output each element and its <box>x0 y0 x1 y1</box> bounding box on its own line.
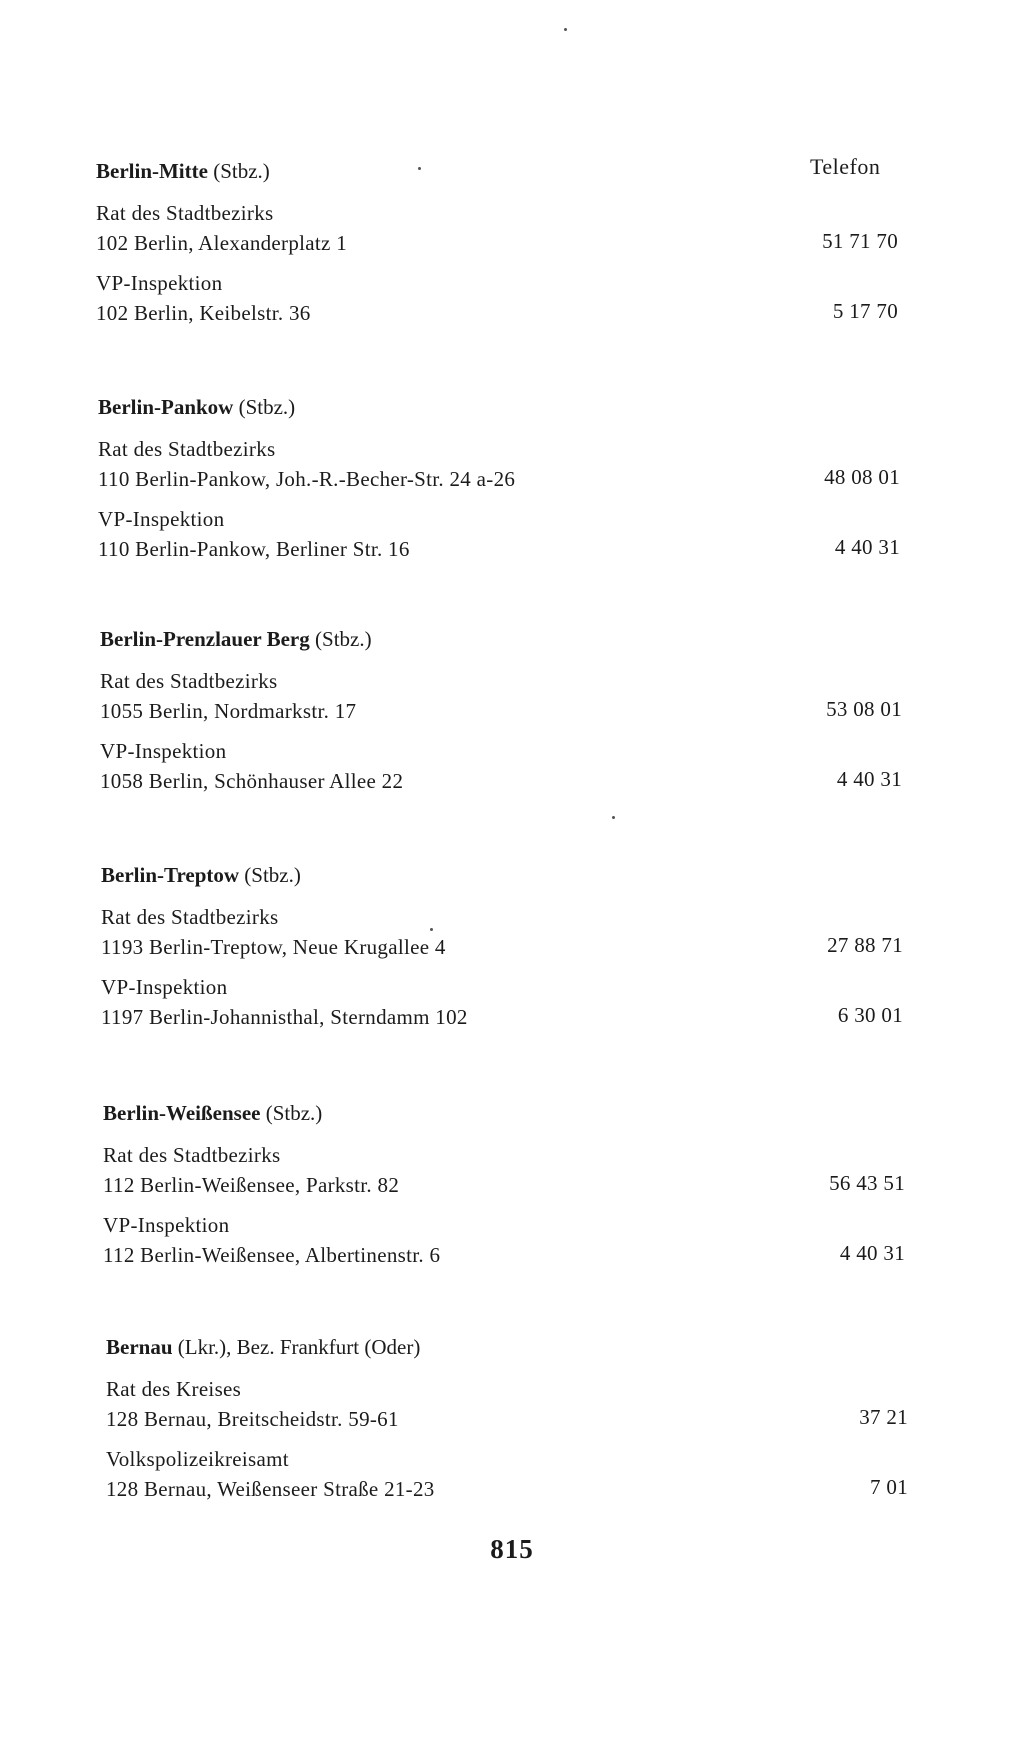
office-phone: 4 40 31 <box>834 535 900 559</box>
district-section <box>103 1098 905 1270</box>
district-heading <box>103 1098 905 1128</box>
directory-entry <box>106 1374 908 1434</box>
office-address: 110 Berlin-Pankow, Berliner Str. 16 <box>98 537 410 561</box>
office-name: VP-Inspektion <box>101 975 228 999</box>
district-type: (Stbz.) <box>207 159 270 183</box>
directory-entry <box>103 1140 905 1200</box>
directory-entry <box>98 434 900 494</box>
office-address: 128 Bernau, Breitscheidstr. 59-61 <box>106 1407 399 1431</box>
directory-entry <box>101 902 903 962</box>
page-number: 815 <box>490 1534 534 1564</box>
district-name: Berlin-Weißensee <box>103 1101 261 1125</box>
district-type: (Stbz.) <box>233 395 296 419</box>
directory-entry <box>101 972 903 1032</box>
district-name: Berlin-Prenzlauer Berg <box>100 627 310 651</box>
directory-entry <box>103 1210 905 1270</box>
office-address: 112 Berlin-Weißensee, Parkstr. 82 <box>103 1173 400 1197</box>
district-section <box>100 624 902 796</box>
district-heading <box>101 860 903 890</box>
office-phone: 4 40 31 <box>836 767 902 791</box>
office-address: 1058 Berlin, Schönhauser Allee 22 <box>100 769 404 793</box>
office-phone: 6 30 01 <box>837 1003 903 1027</box>
office-phone: 4 40 31 <box>839 1241 905 1265</box>
office-name: Rat des Stadtbezirks <box>103 1143 281 1167</box>
office-name: Rat des Stadtbezirks <box>100 669 278 693</box>
office-name: VP-Inspektion <box>96 271 223 295</box>
office-name: Rat des Kreises <box>106 1377 242 1401</box>
office-phone: 53 08 01 <box>826 697 902 721</box>
district-heading <box>98 392 900 422</box>
office-phone: 37 21 <box>859 1405 908 1429</box>
office-phone: 56 43 51 <box>829 1171 905 1195</box>
office-address: 112 Berlin-Weißensee, Albertinenstr. 6 <box>103 1243 441 1267</box>
district-section <box>106 1332 908 1504</box>
directory-entry <box>98 504 900 564</box>
office-address: 102 Berlin, Alexanderplatz 1 <box>96 231 347 255</box>
directory-entry <box>106 1444 908 1504</box>
print-speck <box>612 816 615 819</box>
office-name: VP-Inspektion <box>103 1213 230 1237</box>
office-name: Volkspolizeikreisamt <box>106 1447 289 1471</box>
office-name: VP-Inspektion <box>98 507 225 531</box>
office-phone: 27 88 71 <box>827 933 903 957</box>
district-type: (Stbz.) <box>260 1101 323 1125</box>
office-address: 1197 Berlin-Johannisthal, Sterndamm 102 <box>101 1005 468 1029</box>
district-name: Berlin-Treptow <box>101 863 240 887</box>
print-speck <box>564 28 567 31</box>
office-address: 110 Berlin-Pankow, Joh.-R.-Becher-Str. 24 a-26 <box>98 467 516 491</box>
district-section <box>101 860 903 1032</box>
office-phone: 51 71 70 <box>822 229 898 253</box>
directory-entry <box>96 198 898 258</box>
office-address: 128 Bernau, Weißenseer Straße 21-23 <box>106 1477 435 1501</box>
directory-entry <box>100 666 902 726</box>
directory-entry <box>96 268 898 328</box>
office-name: VP-Inspektion <box>100 739 227 763</box>
office-phone: 5 17 70 <box>832 299 898 323</box>
district-name: Berlin-Pankow <box>98 395 234 419</box>
office-name: Rat des Stadtbezirks <box>98 437 276 461</box>
office-phone: 48 08 01 <box>824 465 900 489</box>
office-address: 1193 Berlin-Treptow, Neue Krugallee 4 <box>101 935 446 959</box>
office-address: 1055 Berlin, Nordmarkstr. 17 <box>100 699 357 723</box>
district-name: Bernau <box>106 1335 173 1359</box>
district-section <box>96 156 898 328</box>
district-heading <box>106 1332 908 1362</box>
phone-column-header: Telefon <box>810 154 881 179</box>
district-heading <box>100 624 902 654</box>
district-heading <box>96 156 898 186</box>
district-type: (Stbz.) <box>239 863 301 887</box>
district-type: (Lkr.), Bez. Frankfurt (Oder) <box>172 1335 421 1359</box>
office-name: Rat des Stadtbezirks <box>101 905 279 929</box>
office-phone: 7 01 <box>870 1475 908 1499</box>
district-name: Berlin-Mitte <box>96 159 208 183</box>
district-type: (Stbz.) <box>309 627 372 651</box>
office-name: Rat des Stadtbezirks <box>96 201 274 225</box>
directory-entry <box>100 736 902 796</box>
office-address: 102 Berlin, Keibelstr. 36 <box>96 301 311 325</box>
district-section <box>98 392 900 564</box>
